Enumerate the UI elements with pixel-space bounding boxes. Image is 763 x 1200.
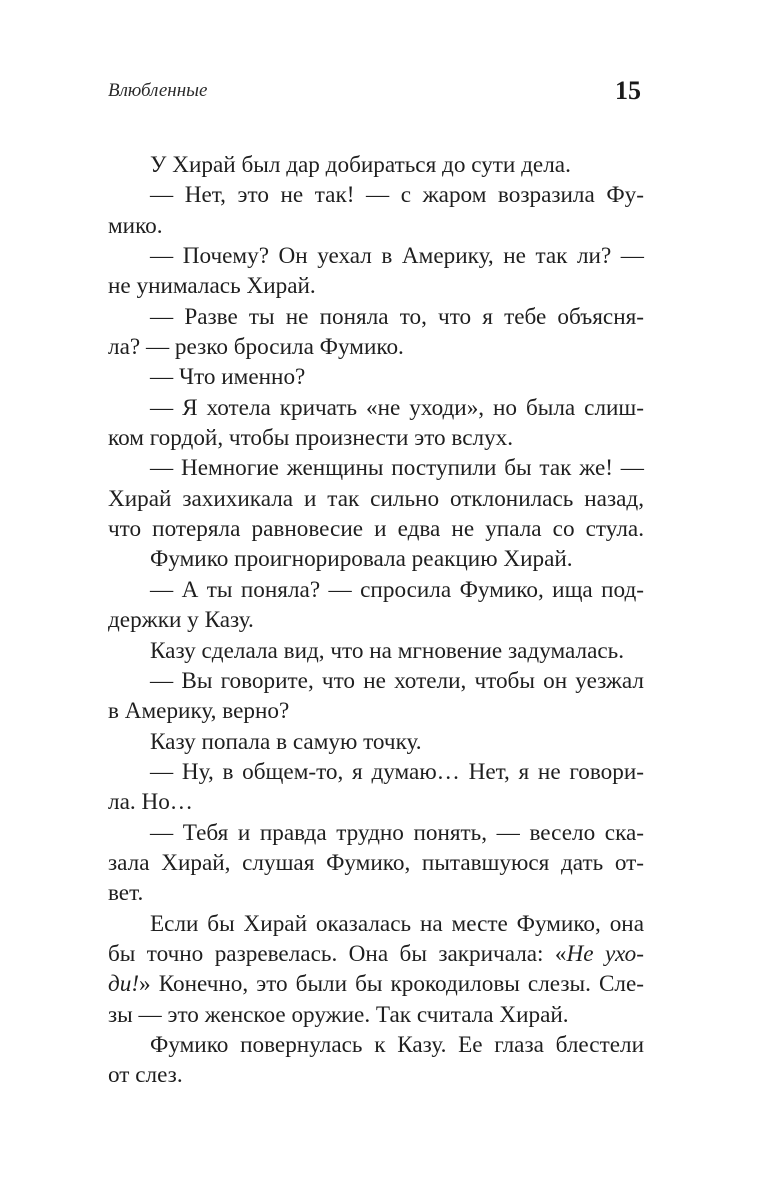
text-line: мико. <box>108 212 163 239</box>
text-line: — Вы говорите, что не хотели, чтобы он уезжал <box>150 667 644 694</box>
page-number: 15 <box>615 76 641 105</box>
text-line: зала Хирай, слушая Фумико, пытавшуюся дать от- <box>108 849 644 876</box>
text-segment: бы точно разревелась. Она бы закричала: « <box>108 940 567 967</box>
text-line: У Хирай был дар добираться до сути дела. <box>150 152 571 178</box>
text-line: не унималась Хирай. <box>108 273 316 300</box>
text-line: в Америку, верно? <box>108 698 290 725</box>
text-line: Казу сделала вид, что на мгновение задумалась. <box>150 637 625 664</box>
text-line: — Ну, в общем-то, я думаю… Нет, я не говори- <box>150 758 644 785</box>
italic-segment: Не ухо- <box>566 940 644 967</box>
text-line: Фумико проигнорировала реакцию Хирай. <box>150 546 573 573</box>
text-line: ла. Но… <box>108 789 193 816</box>
italic-segment: ди! <box>108 971 140 998</box>
running-title: Влюбленные <box>108 80 208 101</box>
text-line: что потеряла равновесие и едва не упала со стула. <box>108 516 644 543</box>
text-line-with-italic <box>108 939 644 969</box>
text-line: Хирай захихикала и так сильно отклонилась назад, <box>108 485 644 512</box>
text-line: — Я хотела кричать «не уходи», но была слиш- <box>150 394 644 421</box>
text-line: держки у Казу. <box>108 607 254 634</box>
text-line: — Немногие женщины поступили бы так же! — <box>150 455 644 482</box>
body-text <box>108 150 644 1091</box>
text-line: зы — это женское оружие. Так считала Хирай. <box>108 1001 569 1028</box>
text-line: — Разве ты не поняла то, что я тебе объясня- <box>150 303 644 330</box>
text-line: ла? — резко бросила Фумико. <box>108 334 404 361</box>
text-line: — Тебя и правда трудно понять, — весело ска- <box>150 819 644 846</box>
text-line: Если бы Хирай оказалась на месте Фумико, она <box>150 910 644 937</box>
text-line: — Почему? Он уехал в Америку, не так ли? — <box>150 243 644 270</box>
text-line: Казу попала в самую точку. <box>150 728 422 755</box>
text-line: Фумико повернулась к Казу. Ее глаза блестели <box>150 1031 644 1058</box>
text-line: — Нет, это не так! — с жаром возразила Фу- <box>150 182 644 209</box>
text-segment: » Конечно, это были бы крокодиловы слезы. Сле- <box>139 971 644 998</box>
text-line: ком гордой, чтобы произнести это вслух. <box>108 425 514 452</box>
text-line: от слез. <box>108 1062 183 1089</box>
text-line: вет. <box>108 880 144 907</box>
text-line: — А ты поняла? — спросила Фумико, ища под- <box>150 576 644 603</box>
text-line: — Что именно? <box>150 364 306 391</box>
text-line-with-italic <box>108 969 644 999</box>
